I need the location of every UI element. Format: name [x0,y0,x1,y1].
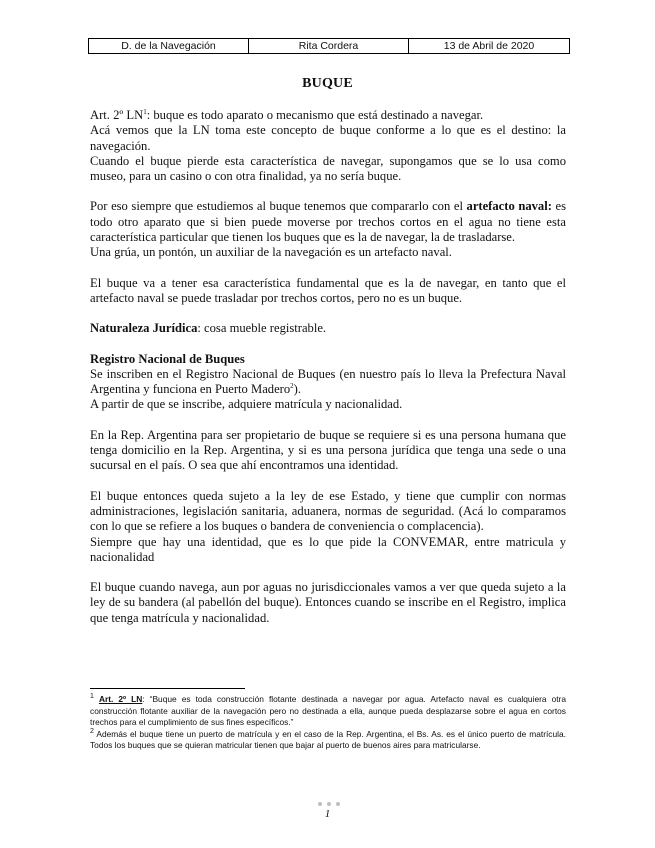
paragraph-inscriben [90,367,566,398]
footnote-1 [90,694,566,729]
paragraph-convemar: Siempre que hay una identidad, que es lo que pide la CONVEMAR, entre matricula y nacionalidad [90,534,566,564]
inscriben-text: Se inscriben en el Registro Nacional de Buques (en nuestro país lo lleva la Prefectura Naval Argentina y funciona en Puerto Madero [90,366,566,397]
naturaleza-term: Naturaleza Jurídica [90,321,198,336]
header-author: Rita Cordera [249,39,409,53]
paragraph-art2 [90,108,566,123]
art2-text: : buque es todo aparato o mecanismo que está destinado a navegar. [146,108,484,122]
footnote-2-number: 2 [90,727,94,735]
artefacto-def: es todo otro aparato que si bien puede moverse por trechos cortos en el agua no tiene esta característica particular que tienen los buques que es la de navegar, la de trasladarse. [90,199,566,245]
paragraph-matricula: A partir de que se inscribe, adquiere matrícula y nacionalidad. [90,397,403,412]
footnote-divider [90,688,245,689]
footnote-2-text: Además el buque tiene un puerto de matrícula y en el caso de la Rep. Argentina, el Bs. As. es el único puerto de matrícula. Todos los buques que se quieran matricular tienen que bajar al puerto de buenos aires para matricularse. [90,728,566,750]
paragraph-propietario: En la Rep. Argentina para ser propietario de buque se requiere si es una persona humana que tenga domicilio en la Rep. Argentina, y si es una persona jurídica que tenga una sede o una sucursal en el país. O sea que ahí encontramos una identidad. [90,427,566,473]
header-subject: D. de la Navegación [89,39,249,53]
inscriben-end: ). [293,382,302,397]
paragraph-destino: Acá vemos que la LN toma este concepto de buque conforme a lo que es el destino: la navegación. [90,123,566,153]
artefacto-term: artefacto naval: [466,199,552,214]
page-decoration-dots [318,802,340,807]
footnote-1-label: Art. 2º LN [98,694,143,704]
page-title: BUQUE [302,76,353,91]
artefacto-lead: Por eso siempre que estudiemos al buque tenemos que compararlo con el [90,199,467,214]
paragraph-grua: Una grúa, un pontón, un auxiliar de la navegación es un artefacto naval. [90,245,452,260]
naturaleza-def: : cosa mueble registrable. [197,321,327,336]
paragraph-pierde: Cuando el buque pierde esta característica de navegar, supongamos que se lo usa como museo, para un casino o con otra finalidad, ya no sería buque. [90,153,566,184]
registro-heading: Registro Nacional de Buques [90,351,245,366]
page-number: 1 [324,808,331,820]
footnote-1-text: : “Buque es toda construcción flotante destinada a navegar por agua. Artefacto naval es cualquiera otra construcción flotante auxiliar de la navegación pero no destinada a ella, aunque pueda desplazarse sobre el agua en cortos trechos para el cumplimiento de sus fines específicos.” [90,694,567,727]
art2-ref: Art. 2º LN [90,108,144,122]
header-table [88,38,570,54]
paragraph-artefacto [90,199,566,245]
header-date: 13 de Abril de 2020 [443,40,535,52]
paragraph-bandera: El buque cuando navega, aun por aguas no jurisdiccionales vamos a ver que queda sujeto a la ley de su bandera (al pabellón del buque). Entonces cuando se inscribe en el Registro, implica que tenga matrícula y nacionalidad. [90,580,566,625]
footnote-2 [90,729,566,752]
section-heading-registro [90,352,566,367]
footnote-ref-1[interactable]: 1 [143,107,147,116]
footnote-1-number: 1 [90,693,94,701]
paragraph-caracteristica: El buque va a tener esa característica fundamental que es la de navegar, en tanto que el artefacto naval se puede trasladar por trechos cortos, pero no es un buque. [90,275,566,305]
paragraph-sujeto: El buque entonces queda sujeto a la ley de ese Estado, y tiene que cumplir con normas administraciones, legislación sanitaria, aduanera, normas de seguridad. (Acá lo comparamos con lo que se refiere a los buques o bandera de conveniencia o complacencia). [90,488,566,534]
footnote-ref-2[interactable]: 2 [290,381,294,390]
document-body [90,108,566,626]
footnotes [90,694,566,752]
paragraph-naturaleza [90,321,566,336]
